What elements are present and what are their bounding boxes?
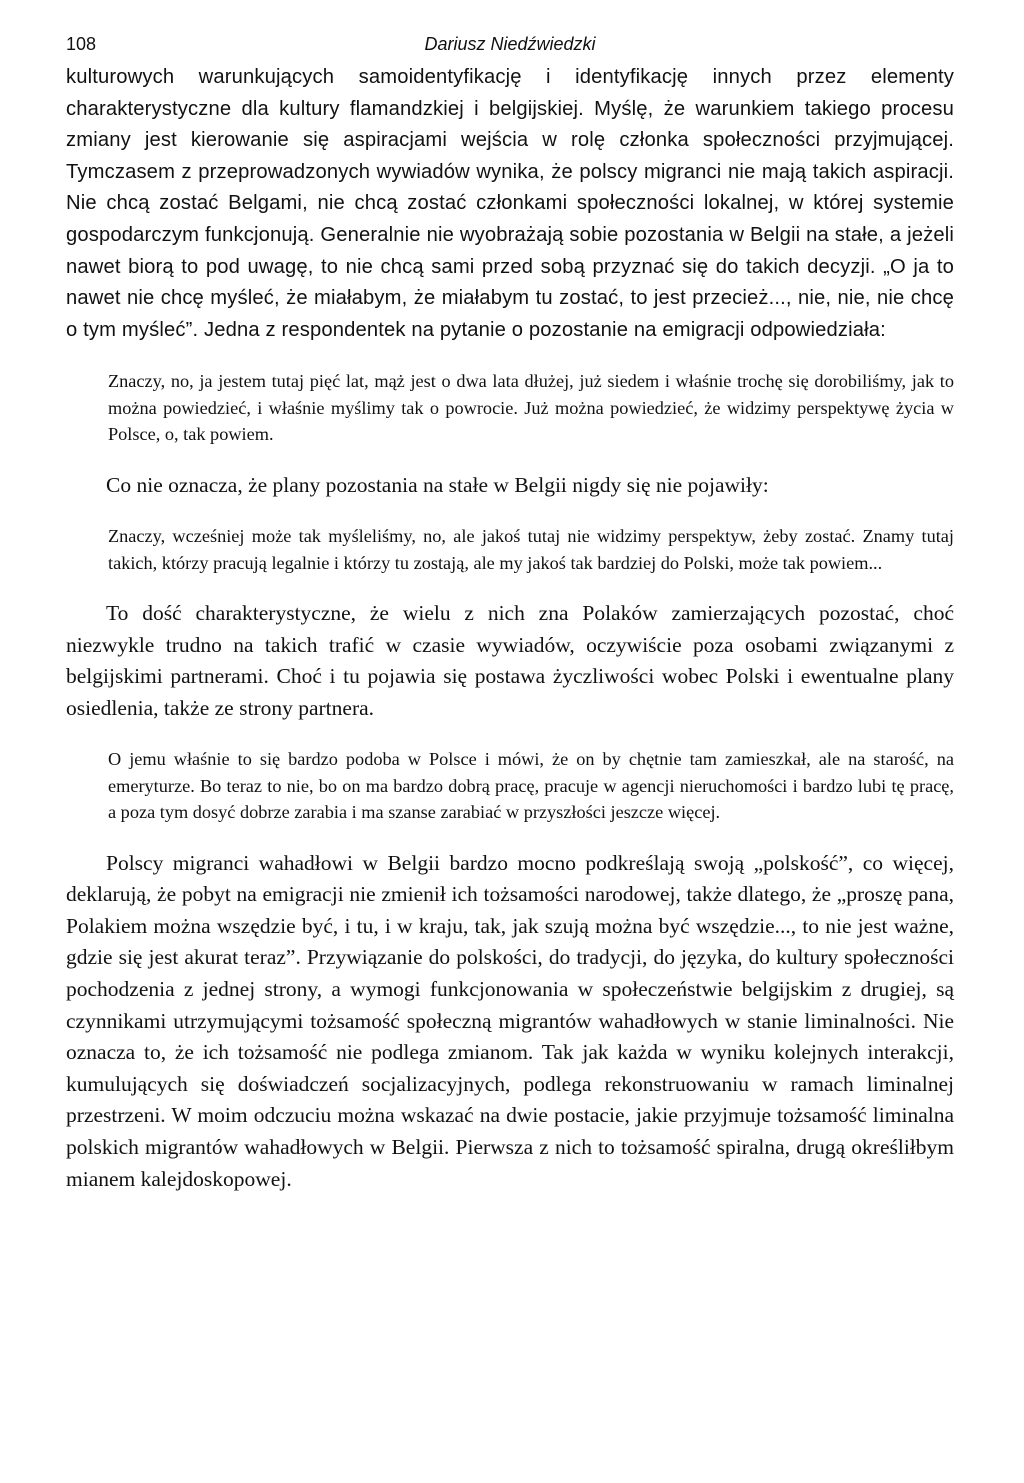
- running-header: [66, 32, 954, 62]
- body-paragraph-2: Co nie oznacza, że plany pozostania na stałe w Belgii nigdy się nie pojawiły:: [106, 472, 769, 497]
- document-page: [66, 32, 954, 1195]
- page-number: 108: [66, 34, 97, 54]
- body-paragraph-4: Polscy migranci wahadłowi w Belgii bardzo mocno podkreślają swoją „polskość”, co więcej, deklarują, że pobyt na emigracji nie zmienił ich tożsamości narodowej, także dlatego, że „proszę pana, Polakiem można wszędzie być, i tu, i w kraju, tak, jak szują można być wszędzie..., to nie jest ważne, gdzie się jest akurat teraz”. Przywiązanie do polskości, do tradycji, do języka, do kultury społeczności pochodzenia z jednej strony, a wymogi funkcjonowania w społeczeństwie belgijskim z drugiej, są czynnikami utrzymującymi tożsamość społeczną migrantów wahadłowych w stanie liminalności. Nie oznacza to, że ich tożsamość nie podlega zmianom. Tak jak każda w wyniku kolejnych interakcji, kumulujących się doświadczeń socjalizacyjnych, podlega rekonstruowaniu w ramach liminalnej przestrzeni. W moim odczuciu można wskazać na dwie postacie, jakie przyjmuje tożsamość liminalna polskich migrantów wahadłowych w Belgii. Pierwsza z nich to tożsamość spiralna, drugą określiłbym mianem kalejdoskopowej.: [66, 850, 954, 1191]
- body-paragraph-1: kulturowych warunkujących samoidentyfikację i identyfikację innych przez elementy charakterystyczne dla kultury flamandzkiej i belgijskiej. Myślę, że warunkiem takiego procesu zmiany jest kierowanie się aspiracjami wejścia w rolę członka społeczności przyjmującej. Tymczasem z przeprowadzonych wywiadów wynika, że polscy migranci nie mają takich aspiracji. Nie chcą zostać Belgami, nie chcą zostać członkami społeczności lokalnej, w której systemie gospodarczym funkcjonują. Generalnie nie wyobrażają sobie pozostania w Belgii na stałe, a jeżeli nawet biorą to pod uwagę, to nie chcą sami przed sobą przyznać się do takich decyzji. „O ja to nawet nie chcę myśleć, że miałabym, że miałabym tu zostać, to jest przecież..., nie, nie, nie chcę o tym myśleć”. Jedna z respondentek na pytanie o pozostanie na emigracji odpowiedziała:: [66, 66, 954, 341]
- interview-quote-3: O jemu właśnie to się bardzo podoba w Polsce i mówi, że on by chętnie tam zamieszkał, ale na starość, na emeryturze. Bo teraz to nie, bo on ma bardzo dobrą pracę, pracuje w agencji nieruchomości i bardzo lubi tę pracę, a poza tym dosyć dobrze zarabia i ma szanse zarabiać w przyszłości jeszcze więcej.: [108, 749, 954, 823]
- interview-quote-2: Znaczy, wcześniej może tak myśleliśmy, no, ale jakoś tutaj nie widzimy perspektyw, żeby zostać. Znamy tutaj takich, którzy pracują legalnie i którzy tu zostają, ale my jakoś tak bardziej do Polski, może tak powiem...: [108, 526, 954, 573]
- interview-quote-1: Znaczy, no, ja jestem tutaj pięć lat, mąż jest o dwa lata dłużej, już siedem i właśnie trochę się dorobiliśmy, jak to można powiedzieć, i właśnie myślimy tak o powrocie. Już można powiedzieć, że widzimy perspektywę życia w Polsce, o, tak powiem.: [108, 371, 954, 445]
- body-paragraph-3: To dość charakterystyczne, że wielu z nich zna Polaków zamierzających pozostać, choć niezwykle trudno na takich trafić w czasie wywiadów, oczywiście poza osobami związanymi z belgijskimi partnerami. Choć i tu pojawia się postawa życzliwości wobec Polski i ewentualne plany osiedlenia, także ze strony partnera.: [66, 600, 954, 720]
- running-header-author: Dariusz Niedźwiedzki: [424, 34, 596, 54]
